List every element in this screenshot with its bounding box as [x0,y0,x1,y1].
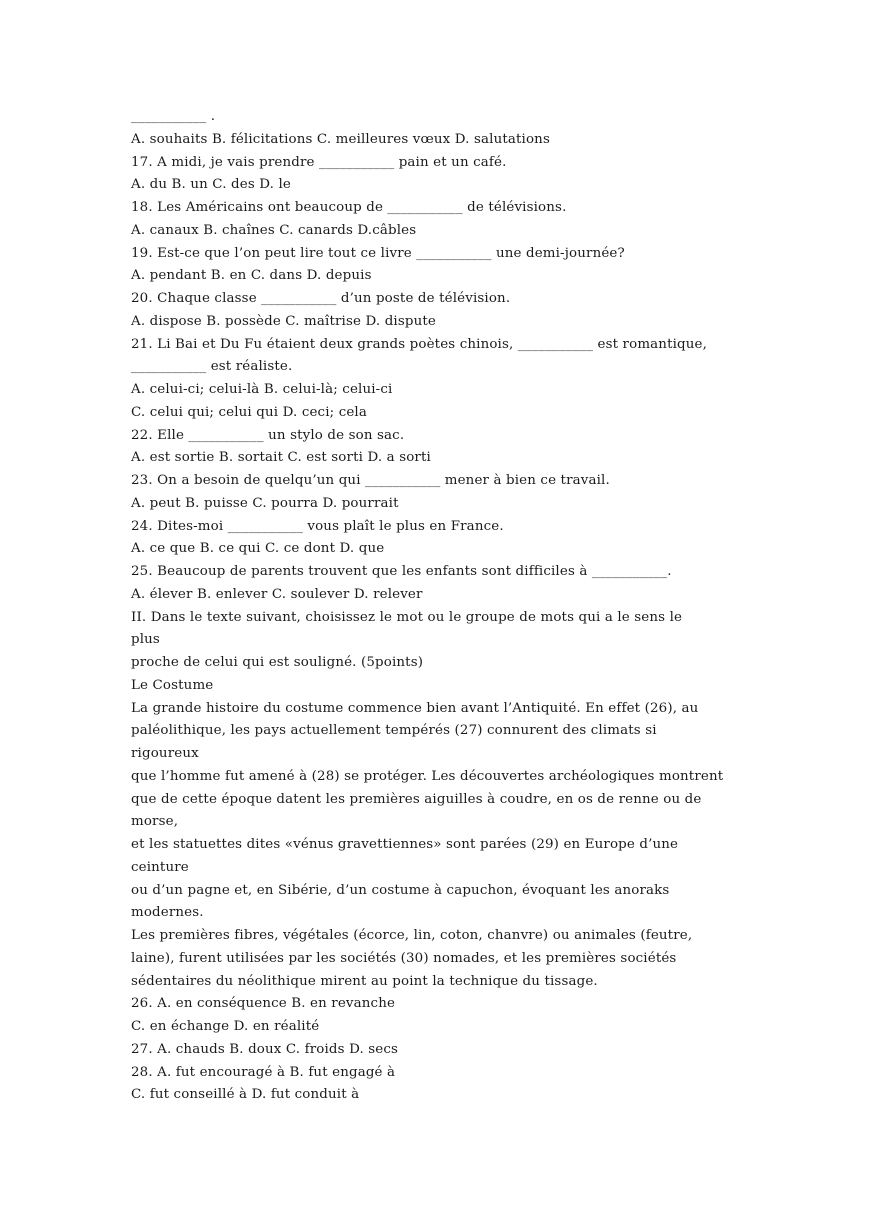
text-line: ___________ . [131,109,216,124]
text-line: 23. On a besoin de quelqu’un qui ___________ mener à bien ce travail. [131,473,610,488]
text-line: 26. A. en conséquence B. en revanche [131,996,396,1012]
text-line: que de cette époque datent les premières aiguilles à coudre, en os de renne ou de [131,791,702,807]
text-line: A. canaux B. chaînes C. canards D.câbles [131,222,417,238]
text-line: paléolithique, les pays actuellement tempérés (27) connurent des climats si [131,723,657,739]
text-line: A. élever B. enlever C. soulever D. relever [131,586,423,602]
text-line: et les statuettes dites «vénus gravettiennes» sont parées (29) en Europe d’une [131,837,679,852]
text-line: A. du B. un C. des D. le [131,177,291,193]
text-line: Les premières fibres, végétales (écorce, lin, coton, chanvre) ou animales (feutre, [131,928,693,943]
text-line: A. souhaits B. félicitations C. meilleures vœux D. salutations [131,131,550,147]
text-line: 19. Est-ce que l’on peut lire tout ce livre ___________ une demi-journée? [131,245,625,261]
text-line: modernes. [131,905,204,921]
text-line: 24. Dites-moi ___________ vous plaît le plus en France. [131,518,504,534]
text-line: que l’homme fut amené à (28) se protéger. Les découvertes archéologiques montrent [131,768,724,784]
text-line: 20. Chaque classe ___________ d’un poste de télévision. [131,291,511,306]
text-line: plus [131,632,160,648]
text-line: 18. Les Américains ont beaucoup de ___________ de télévisions. [131,200,567,215]
text-line: 21. Li Bai et Du Fu étaient deux grands poètes chinois, ___________ est romantique, [131,336,708,352]
text-line: A. pendant B. en C. dans D. depuis [131,268,372,284]
text-line: Le Costume [131,677,214,693]
text-line: ou d’un pagne et, en Sibérie, d’un costume à capuchon, évoquant les anoraks [131,882,670,898]
text-line: ___________ est réaliste. [131,359,293,375]
text-line: morse, [131,814,179,830]
text-line: sédentaires du néolithique mirent au point la technique du tissage. [131,973,598,989]
text-line: 25. Beaucoup de parents trouvent que les enfants sont difficiles à ___________. [131,564,672,579]
text-line: C. en échange D. en réalité [131,1019,320,1034]
text-line: A. est sortie B. sortait C. est sorti D. a sorti [131,450,431,466]
text-line: A. peut B. puisse C. pourra D. pourrait [131,495,399,511]
text-line: rigoureux [131,746,199,761]
document-body [131,106,741,1107]
text-line: 27. A. chauds B. doux C. froids D. secs [131,1041,399,1057]
text-line: 17. A midi, je vais prendre ___________ pain et un café. [131,154,507,170]
text-line: II. Dans le texte suivant, choisissez le mot ou le groupe de mots qui a le sens le [131,609,683,625]
text-line: laine), furent utilisées par les sociétés (30) nomades, et les premières sociétés [131,950,677,966]
text-line: A. ce que B. ce qui C. ce dont D. que [131,541,385,557]
text-line: 22. Elle ___________ un stylo de son sac. [131,427,405,443]
text-line: C. fut conseillé à D. fut conduit à [131,1087,360,1103]
text-line: La grande histoire du costume commence bien avant l’Antiquité. En effet (26), au [131,700,699,716]
text-line: A. dispose B. possède C. maîtrise D. dispute [131,313,436,329]
text-line: 28. A. fut encouragé à B. fut engagé à [131,1064,396,1080]
text-line: proche de celui qui est souligné. (5points) [131,655,424,670]
text-line: A. celui-ci; celui-là B. celui-là; celui-ci [131,382,393,397]
text-line: ceinture [131,859,189,875]
text-line: C. celui qui; celui qui D. ceci; cela [131,404,367,420]
